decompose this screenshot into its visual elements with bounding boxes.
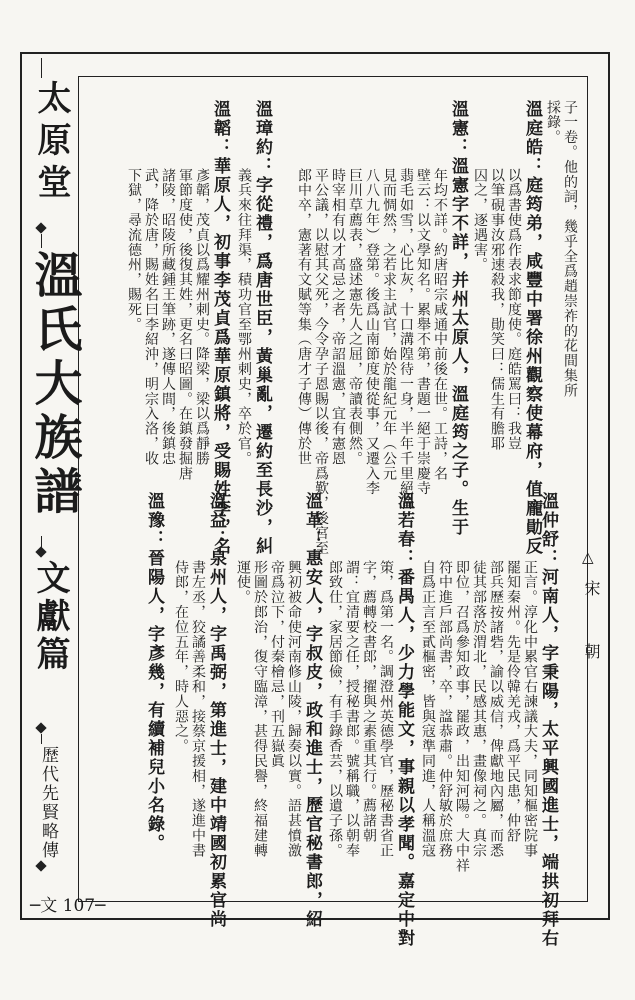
text-column: 運使。 bbox=[235, 560, 251, 605]
text-column: 採錄。 bbox=[545, 100, 561, 145]
text-column: 下獄，尋流德州，賜死。 bbox=[126, 168, 142, 332]
text-column: 軍節度使，後復其姓，更名曰昭圖。在鎮發掘唐 bbox=[177, 168, 193, 481]
entry-heading: 溫庭皓：庭筠弟，咸豐中署徐州觀察使幕府，值龐勛反 bbox=[522, 100, 542, 556]
banner-divider bbox=[41, 734, 42, 744]
text-column: 部兵歷按諸砦，諭以威信，俾獻地內屬，而悉 bbox=[488, 560, 504, 858]
text-column: 郎中卒，憲著有文賦等集（唐才子傳）傳於世 bbox=[296, 168, 312, 466]
text-column: 書左丞，狡譎善柔和，接蔡京援相，遂進中書 bbox=[190, 560, 206, 858]
text-column: 見而惆然，之若求主試官，始於龍紀元年（公元 bbox=[381, 168, 397, 481]
text-column: 字，薦轉校書郎，擢與之素重其行。薦諸朝 bbox=[361, 560, 377, 844]
text-column: 八八九年）登第。後爲山南節度使從事，又遷入李 bbox=[364, 168, 380, 496]
text-column: 彥韜，茂貞以爲耀州刺史。降梁，梁以爲靜勝 bbox=[194, 168, 210, 466]
text-column: 巨川草薦表，盛述憲先人之屈，帝讀表側然。 bbox=[347, 168, 363, 466]
banner-title: 溫氏大族譜 bbox=[26, 250, 82, 520]
entry-heading: 溫革：惠安人，字叔皮，政和進士，歷官秘書郎，紹 bbox=[302, 492, 322, 929]
banner-subtitle: 歷代先賢略傳 bbox=[38, 746, 58, 860]
text-column: 郎致仕，家居節儉，有手錄香芸，以遺子孫。 bbox=[327, 560, 343, 858]
text-column: 時宰相有以才高忌之者，帝詔溫憲，宜有憲恩 bbox=[330, 168, 346, 466]
text-column: 謂：宜清要之任，授秘書郎。號稱職，以朝奉 bbox=[344, 560, 360, 858]
entry-heading: 溫憲：溫憲字不詳，并州太原人，溫庭筠之子。生于 bbox=[448, 100, 468, 537]
text-column: 年均不詳。約唐昭宗咸通中前後在世。工詩，名 bbox=[432, 168, 448, 481]
text-column: 囚之，逐遇害。 bbox=[472, 168, 488, 273]
entry-heading: 溫益：泉州人，字禹弼，第進士，建中靖國初累官尚 bbox=[206, 492, 226, 929]
text-column: 翡毛如雪，心比灰，十口溝隍待一身，半年千里絕音 bbox=[398, 168, 414, 511]
entry-heading: 溫韜：華原人，初事李茂貞爲華原鎮將，受賜姓李，名 bbox=[210, 100, 230, 556]
entry-heading: 溫豫：晉陽人，字彥幾，有續補兒小名錄。 bbox=[144, 492, 164, 853]
text-column: 子一卷。他的詞，幾乎全爲趙崇祚的花間集所 bbox=[562, 100, 578, 398]
text-column: 以爲書使爲作表求節度使。庭皓罵曰：我豈 bbox=[506, 168, 522, 452]
banner-section: 文獻篇 bbox=[30, 560, 70, 674]
text-column: 諸陵，昭陵所藏鍾王筆跡，遂傳人間，後鎮忠 bbox=[160, 168, 176, 466]
banner-clan: 太原堂 bbox=[31, 80, 71, 206]
text-column: 興初被命使河南修山陵，歸奏以實。語甚憤激 bbox=[286, 560, 302, 858]
text-column: 義兵來往拜渠，積功官至鄂州刺史，卒於官。 bbox=[236, 168, 252, 466]
page-number: ─文 107─ bbox=[30, 896, 106, 916]
text-column: 帝爲泣下，付秦檜忌，刊五嶽眞 bbox=[269, 560, 285, 769]
text-column: 符中進戶部尚書，卒，諡恭肅。仲舒敏於庶務 bbox=[437, 560, 453, 858]
entry-heading: 溫仲舒：河南人，字秉陽，太平興國進士，端拱初拜右 bbox=[538, 492, 558, 948]
entry-heading: 溫璋約：字從禮，爲唐世臣，黃巢亂，遷約至長沙，糾 bbox=[252, 100, 272, 556]
banner-divider bbox=[41, 58, 42, 78]
text-column: 侍郎，在位五年，時人惡之。 bbox=[173, 560, 189, 754]
banner-divider bbox=[41, 234, 42, 248]
text-column: 武，降於唐，賜姓名曰李紹沖，明宗入洛，收 bbox=[143, 168, 159, 466]
text-column: 形圖於郎治，復守臨漳，甚得民譽，終福建轉 bbox=[252, 560, 268, 858]
text-column: 即位，召爲參知政事，罷政，出知河陽。大中祥 bbox=[454, 560, 470, 873]
text-column: 正言。淳化中累官右諫議大夫，同知樞密院事 bbox=[522, 560, 538, 858]
text-column: 自爲正言至貳樞密，皆與寇準同進，人稱溫寇 bbox=[420, 560, 436, 858]
text-column: 罷知秦州。先是伶韓羌戎，爲平民患，仲舒 bbox=[505, 560, 521, 844]
text-column: 徒其部落於渭北，民感其惠，畫像祠之。真宗 bbox=[471, 560, 487, 858]
text-column: 平公議，以慰其父死，今令孕子恩賜以後，帝爲歎，後宮至 bbox=[313, 168, 329, 556]
text-column: 以筆硯事汝邪速殺我，勛笑曰：儒生有膽耶 bbox=[489, 168, 505, 452]
text-column: 壁云：以文學知名。累舉不第，書題一絕于崇慶寺 bbox=[415, 168, 431, 496]
triangle-icon: △ bbox=[582, 548, 594, 566]
dynasty-label: 宋 朝 bbox=[582, 580, 601, 673]
text-column: 策，爲第一名。調澄州英德學官，歷秘書省正 bbox=[378, 560, 394, 858]
entry-heading: 溫若春：番禺人，少力學能文，事親以孝聞。嘉定中對 bbox=[394, 492, 414, 948]
